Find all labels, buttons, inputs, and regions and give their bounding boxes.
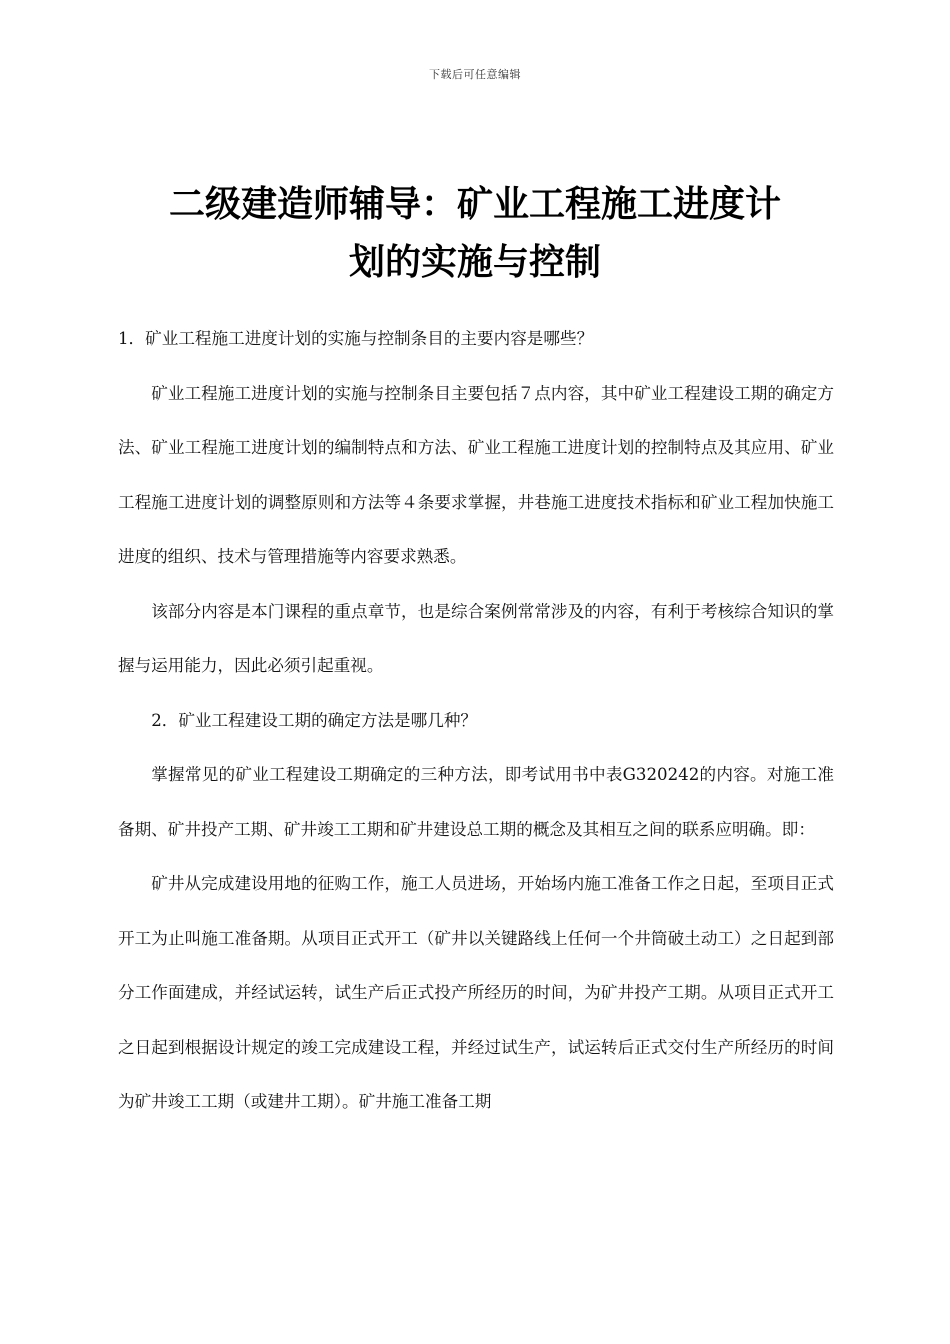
answer-2-paragraph-1: 掌握常见的矿业工程建设工期确定的三种方法，即考试用书中表G320242的内容。对施工准备期、矿井投产工期、矿井竣工工期和矿井建设总工期的概念及其相互之间的联系应明确。即： — [118, 765, 834, 839]
question-1: 1．矿业工程施工进度计划的实施与控制条目的主要内容是哪些？ — [118, 329, 594, 348]
header-note: 下载后可任意编辑 — [429, 68, 521, 81]
title-line-1: 二级建造师辅导：矿业工程施工进度计 — [168, 184, 781, 225]
answer-2-paragraph-2: 矿井从完成建设用地的征购工作，施工人员进场，开始场内施工准备工作之日起，至项目正式开工为止叫施工准备期。从项目正式开工（矿井以关键路线上任何一个井筒破土动工）之日起到部分工作面建成，并经试运转，试生产后正式投产所经历的时间，为矿井投产工期。从项目正式开工之日起到根据设计规定的竣工完成建设工程，并经过试生产，试运转后正式交付生产所经历的时间为矿井竣工工期（或建井工期）。矿井施工准备工期 — [118, 874, 834, 1111]
title-line-2: 划的实施与控制 — [348, 242, 601, 283]
answer-1-paragraph-2: 该部分内容是本门课程的重点章节，也是综合案例常常涉及的内容，有利于考核综合知识的掌握与运用能力，因此必须引起重视。 — [118, 601, 834, 675]
document-title — [118, 176, 832, 292]
document-body — [118, 312, 834, 1130]
question-2: 2．矿业工程建设工期的确定方法是哪几种？ — [151, 710, 478, 730]
answer-1-paragraph-1: 矿业工程施工进度计划的实施与控制条目主要包括７点内容，其中矿业工程建设工期的确定方法、矿业工程施工进度计划的编制特点和方法、矿业工程施工进度计划的控制特点及其应用、矿业工程施工进度计划的调整原则和方法等４条要求掌握，井巷施工进度技术指标和矿业工程加快施工进度的组织、技术与管理措施等内容要求熟悉。 — [118, 383, 834, 566]
